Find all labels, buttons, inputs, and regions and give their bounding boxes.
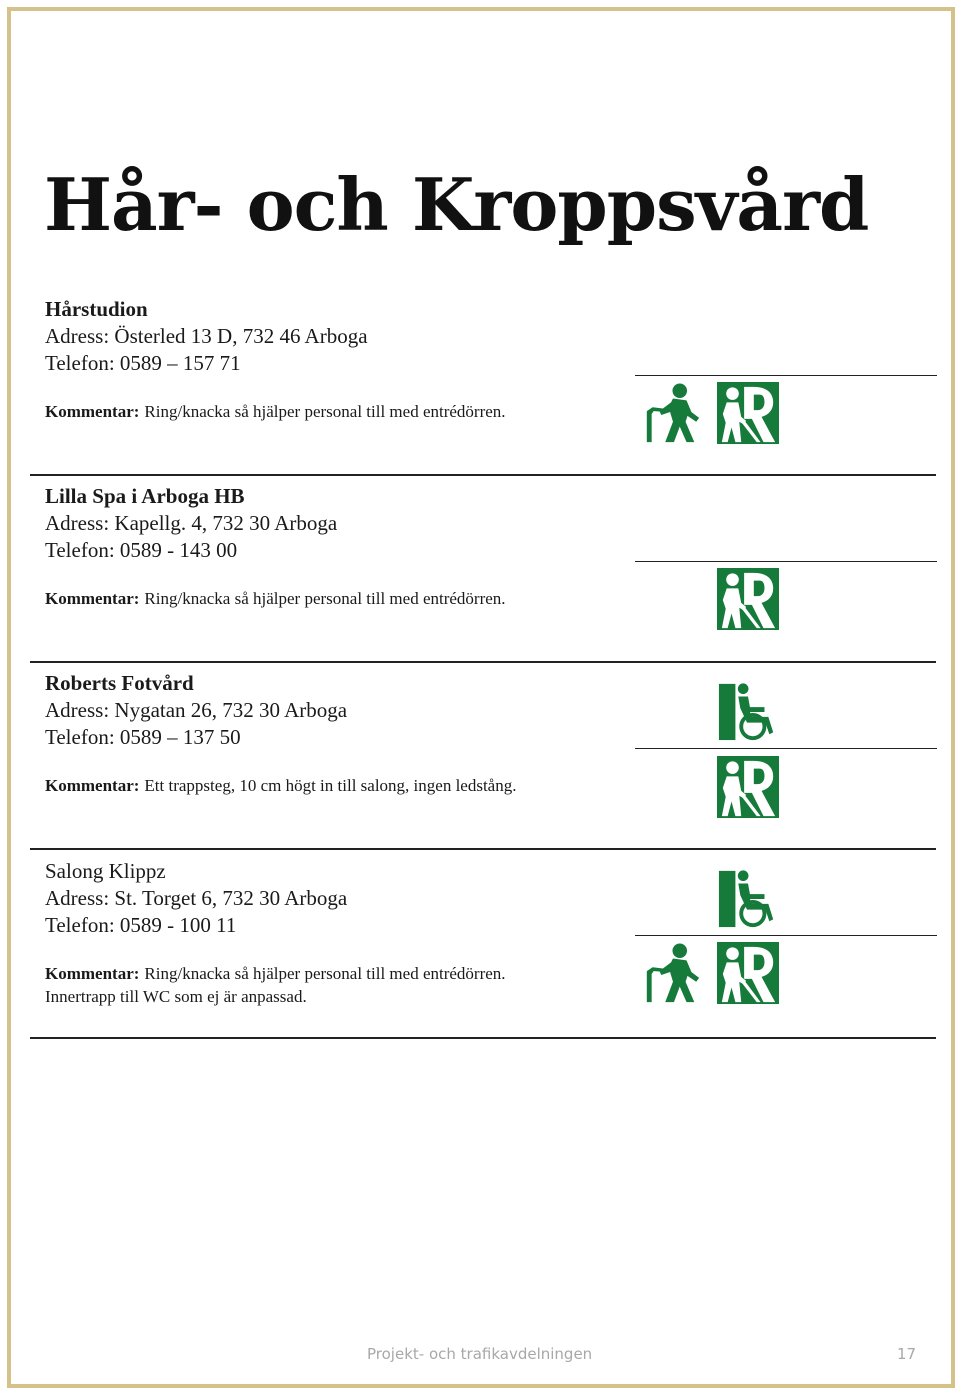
business-name: Salong Klippz xyxy=(45,859,166,883)
business-comment-extra: Innertrapp till WC som ej är anpassad. xyxy=(45,987,307,1006)
business-phone: Telefon: 0589 – 157 71 xyxy=(45,351,241,375)
business-phone: Telefon: 0589 - 100 11 xyxy=(45,913,237,937)
business-address: Adress: Kapellg. 4, 732 30 Arboga xyxy=(45,511,338,535)
comment-label: Kommentar: xyxy=(45,589,140,608)
business-comment xyxy=(45,587,506,610)
listing-lilla-spa xyxy=(45,483,506,610)
divider-short xyxy=(635,935,937,936)
divider xyxy=(30,474,936,476)
walking-cane-icon xyxy=(641,941,703,1005)
comment-text: Ett trappsteg, 10 cm högt in till salong, ingen ledstång. xyxy=(144,776,517,795)
business-comment xyxy=(45,774,516,797)
comment-label: Kommentar: xyxy=(45,776,140,795)
visual-impairment-icon xyxy=(717,567,779,631)
divider-short xyxy=(635,375,937,376)
visual-impairment-icon xyxy=(717,755,779,819)
wheelchair-icon xyxy=(717,866,779,930)
page-number: 17 xyxy=(897,1345,917,1363)
visual-impairment-icon xyxy=(717,941,779,1005)
wheelchair-icon xyxy=(717,679,779,743)
listing-harstudion xyxy=(45,296,506,423)
listing-roberts-fotvard xyxy=(45,670,516,797)
business-address: Adress: St. Torget 6, 732 30 Arboga xyxy=(45,886,348,910)
business-phone: Telefon: 0589 - 143 00 xyxy=(45,538,238,562)
business-address: Adress: Nygatan 26, 732 30 Arboga xyxy=(45,698,348,722)
walking-cane-icon xyxy=(641,381,703,445)
business-comment xyxy=(45,400,506,423)
comment-text: Ring/knacka så hjälper personal till med entrédörren. xyxy=(144,402,506,421)
divider-short xyxy=(635,748,937,749)
comment-text: Ring/knacka så hjälper personal till med entrédörren. xyxy=(144,964,506,983)
business-phone: Telefon: 0589 – 137 50 xyxy=(45,725,241,749)
divider xyxy=(30,1037,936,1039)
visual-impairment-icon xyxy=(717,381,779,445)
business-comment xyxy=(45,962,506,985)
comment-label: Kommentar: xyxy=(45,402,140,421)
divider xyxy=(30,848,936,850)
business-name: Hårstudion xyxy=(45,297,148,321)
business-address: Adress: Österled 13 D, 732 46 Arboga xyxy=(45,324,368,348)
footer-department: Projekt- och trafikavdelningen xyxy=(367,1345,593,1363)
page-title: Hår- och Kroppsvård xyxy=(44,162,869,247)
comment-text: Ring/knacka så hjälper personal till med entrédörren. xyxy=(144,589,506,608)
business-name: Lilla Spa i Arboga HB xyxy=(45,484,245,508)
comment-label: Kommentar: xyxy=(45,964,140,983)
business-name: Roberts Fotvård xyxy=(45,671,194,695)
listing-salong-klippz xyxy=(45,858,506,1008)
divider xyxy=(30,661,936,663)
divider-short xyxy=(635,561,937,562)
